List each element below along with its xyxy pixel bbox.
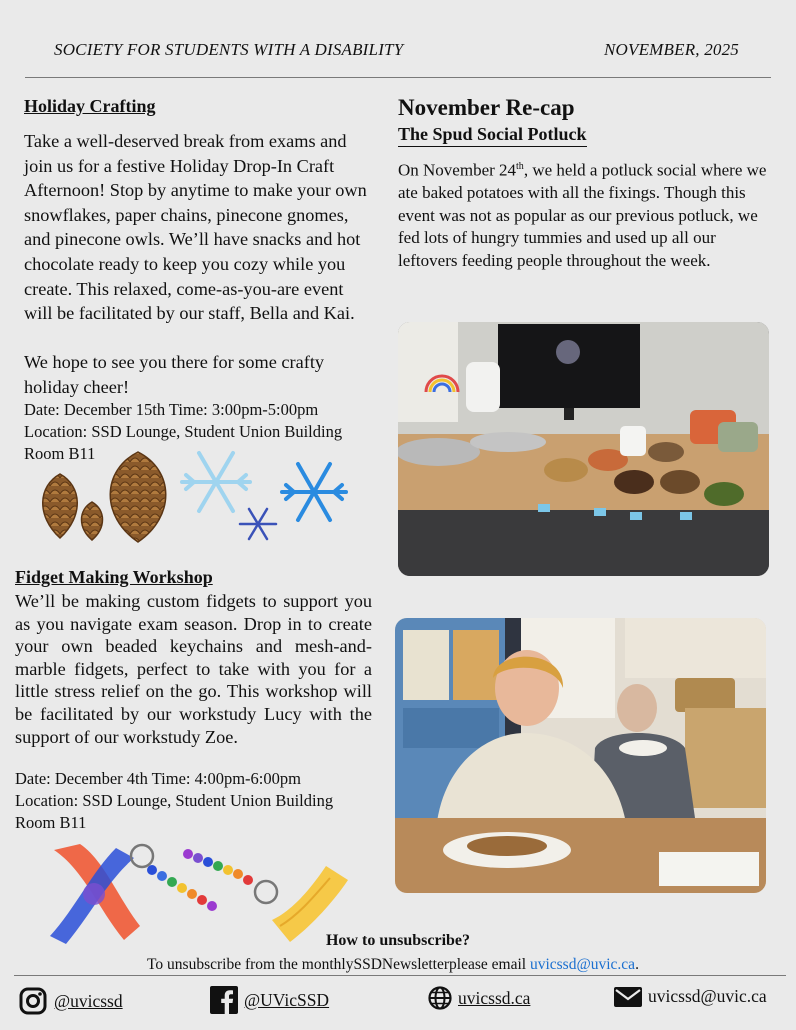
- fidget-workshop-body: We’ll be making custom fidgets to support you as you navigate exam season. Drop in to create your own beaded keychains and mesh-and- marble fidgets, perfect to take with you for a little stress relief on the go. This workshop will be facilitated by our workstudy Lucy with the support of our workstudy Zoe.: [15, 591, 372, 747]
- holiday-crafting-location: Location: SSD Lounge, Student Union Building Room B11: [24, 422, 343, 463]
- footer-instagram-handle[interactable]: @uvicssd: [54, 990, 123, 1011]
- recap-body-superscript: th: [516, 161, 524, 172]
- unsubscribe-instructions: To unsubscribe from the monthlySSDNewsletterplease email: [147, 956, 530, 973]
- holiday-crafting-date: Date: December 15th Time: 3:00pm-5:00pm: [24, 400, 319, 419]
- recap-body: [398, 156, 770, 272]
- potluck-table-photo: [398, 322, 769, 576]
- footer-website-link[interactable]: uvicssd.ca: [458, 987, 531, 1008]
- potluck-attendees-photo: [395, 618, 766, 893]
- envelope-icon: [614, 987, 642, 1007]
- beaded-keychain-icon: [131, 845, 217, 911]
- newsletter-date: NOVEMBER, 2025: [604, 40, 739, 59]
- fidget-workshop-title: Fidget Making Workshop: [15, 567, 213, 587]
- holiday-crafting-body: Take a well-deserved break from exams and join us for a festive Holiday Drop-In Craft Afternoon! Stop by anytime to make your own snowflakes, paper chains, pinecone gnomes, and pinecone owls. We’ll have snacks and hot chocolate ready to keep you cozy while you create. This relaxed, come-as-you-are event will be facilitated by our staff, Bella and Kai.: [24, 131, 367, 324]
- facebook-icon: [210, 986, 238, 1014]
- footer-instagram[interactable]: [18, 986, 123, 1016]
- snowflake-icon: [182, 453, 250, 511]
- holiday-crafting-title: Holiday Crafting: [24, 96, 156, 116]
- footer-facebook[interactable]: [210, 986, 329, 1014]
- globe-icon: [428, 986, 452, 1010]
- unsubscribe-title: How to unsubscribe?: [325, 932, 471, 949]
- holiday-crafting-closing: We hope to see you there for some crafty holiday cheer!: [24, 352, 325, 397]
- recap-body-rest: , we held a potluck social where we ate baked potatoes with all the fixings. Though this event was not as popular as our previous potluck, we fed lots of hungry tummies and used up all our leftovers feeding people throughout the week.: [398, 160, 767, 270]
- footer-divider: [14, 975, 786, 976]
- recap-body-start: On November 24: [398, 160, 517, 180]
- pinecone-icon: [43, 474, 78, 538]
- unsubscribe-text: [0, 956, 786, 974]
- unsubscribe-period: .: [635, 956, 639, 973]
- beaded-keychain-icon: [183, 849, 277, 903]
- footer-email[interactable]: [614, 986, 767, 1007]
- recap-subtitle: The Spud Social Potluck: [398, 124, 587, 147]
- fidget-workshop-location: Location: SSD Lounge, Student Union Building Room B11: [15, 791, 334, 832]
- footer-facebook-handle[interactable]: @UVicSSD: [244, 989, 330, 1010]
- unsubscribe-email-link[interactable]: uvicssd@uvic.ca: [529, 956, 636, 973]
- fidget-workshop-date: Date: December 4th Time: 4:00pm-6:00pm: [15, 769, 301, 788]
- recap-title: November Re-cap: [398, 95, 575, 120]
- instagram-icon: [18, 986, 48, 1016]
- mesh-fidget-icon: [272, 866, 348, 942]
- snowflake-icon: [240, 509, 276, 539]
- header-divider: [25, 77, 771, 78]
- snowflake-icon: [282, 464, 346, 520]
- footer-website[interactable]: [428, 986, 530, 1010]
- newsletter-org-name: SOCIETY FOR STUDENTS WITH A DISABILITY: [54, 40, 404, 59]
- pinecone-icon: [82, 502, 103, 540]
- pinecone-icon: [110, 452, 166, 542]
- mesh-marble-fidget-icon: [50, 844, 140, 944]
- pinecone-snowflake-illustration: [30, 446, 370, 546]
- footer-email-address[interactable]: uvicssd@uvic.ca: [648, 986, 767, 1006]
